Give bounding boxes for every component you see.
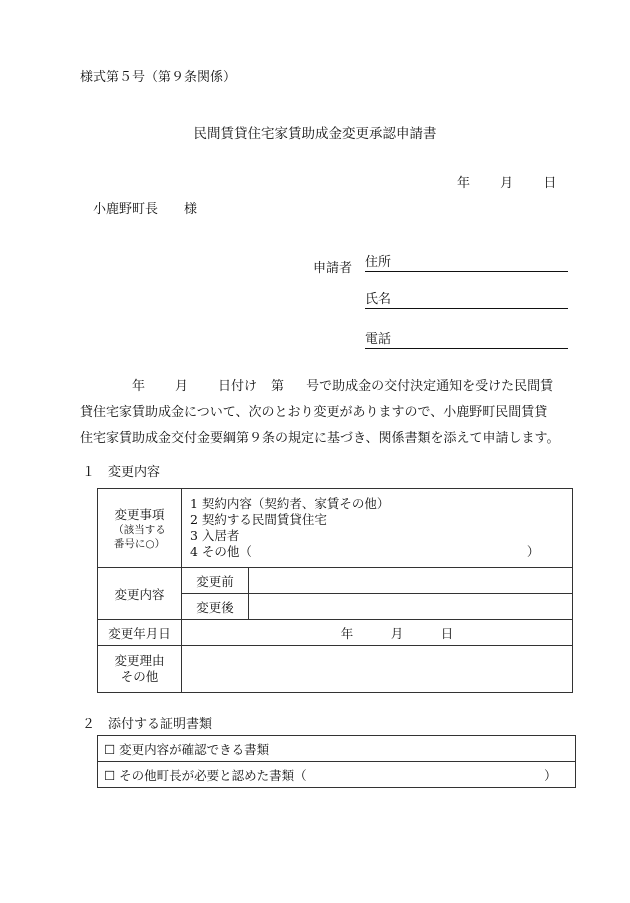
document-title: 民間賃貸住宅家賃助成金変更承認申請書 [193, 126, 437, 142]
statement-line-1: 年 月 日付け 第 号で助成金の交付決定通知を受けた民間賃 [132, 379, 554, 394]
change-date-header: 変更年月日 [98, 620, 182, 646]
date-year: 年 [457, 176, 471, 191]
phone-label: 電話 [365, 332, 392, 347]
change-date-value[interactable]: 年 月 日 [182, 620, 573, 646]
date-month: 月 [500, 176, 514, 191]
attachment-item[interactable]: ☐ 変更内容が確認できる書類 [98, 736, 576, 762]
statement-line-3: 住宅家賃助成金交付金要綱第９条の規定に基づき、関係書類を添えて申請します。 [80, 431, 560, 446]
phone-field[interactable] [365, 330, 568, 349]
change-reason-cell[interactable] [182, 646, 573, 693]
before-label: 変更前 [182, 568, 249, 594]
change-item-note: （該当する番号に○） [113, 524, 166, 550]
attachments-table [97, 735, 576, 788]
submission-date [457, 172, 556, 191]
after-label: 変更後 [182, 594, 249, 620]
section-1-heading: １ 変更内容 [82, 465, 161, 480]
addressee-honorific: 様 [184, 202, 198, 217]
address-label: 住所 [365, 255, 392, 270]
change-item-options[interactable] [182, 489, 573, 568]
applicant-label: 申請者 [313, 261, 353, 276]
name-label: 氏名 [365, 292, 392, 307]
change-item-header: 変更事項 （該当する番号に○） [98, 489, 182, 568]
change-option-3[interactable]: 3 入居者 [190, 528, 240, 543]
addressee [93, 198, 197, 217]
change-option-1[interactable]: 1 契約内容（契約者、家賃その他） [190, 496, 390, 511]
section-2-heading: ２ 添付する証明書類 [82, 717, 213, 732]
change-option-4[interactable]: 4 その他（ ） [190, 544, 540, 559]
form-number: 様式第５号（第９条関係） [80, 70, 237, 85]
after-value-cell[interactable] [249, 594, 573, 620]
change-option-2[interactable]: 2 契約する民間賃貸住宅 [190, 512, 327, 527]
application-statement [80, 374, 580, 452]
change-content-header: 変更内容 [98, 568, 182, 620]
change-reason-header: 変更理由 その他 [98, 646, 182, 693]
statement-line-2: 貸住宅家賃助成金について、次のとおり変更がありますので、小鹿野町民間賃貸 [80, 405, 548, 420]
attachment-item[interactable]: ☐ その他町長が必要と認めた書類（ ） [98, 762, 576, 788]
addressee-name: 小鹿野町長 [93, 202, 159, 217]
date-day: 日 [543, 176, 557, 191]
change-details-table [97, 488, 573, 693]
before-value-cell[interactable] [249, 568, 573, 594]
address-field[interactable] [365, 253, 568, 272]
name-field[interactable] [365, 290, 568, 309]
